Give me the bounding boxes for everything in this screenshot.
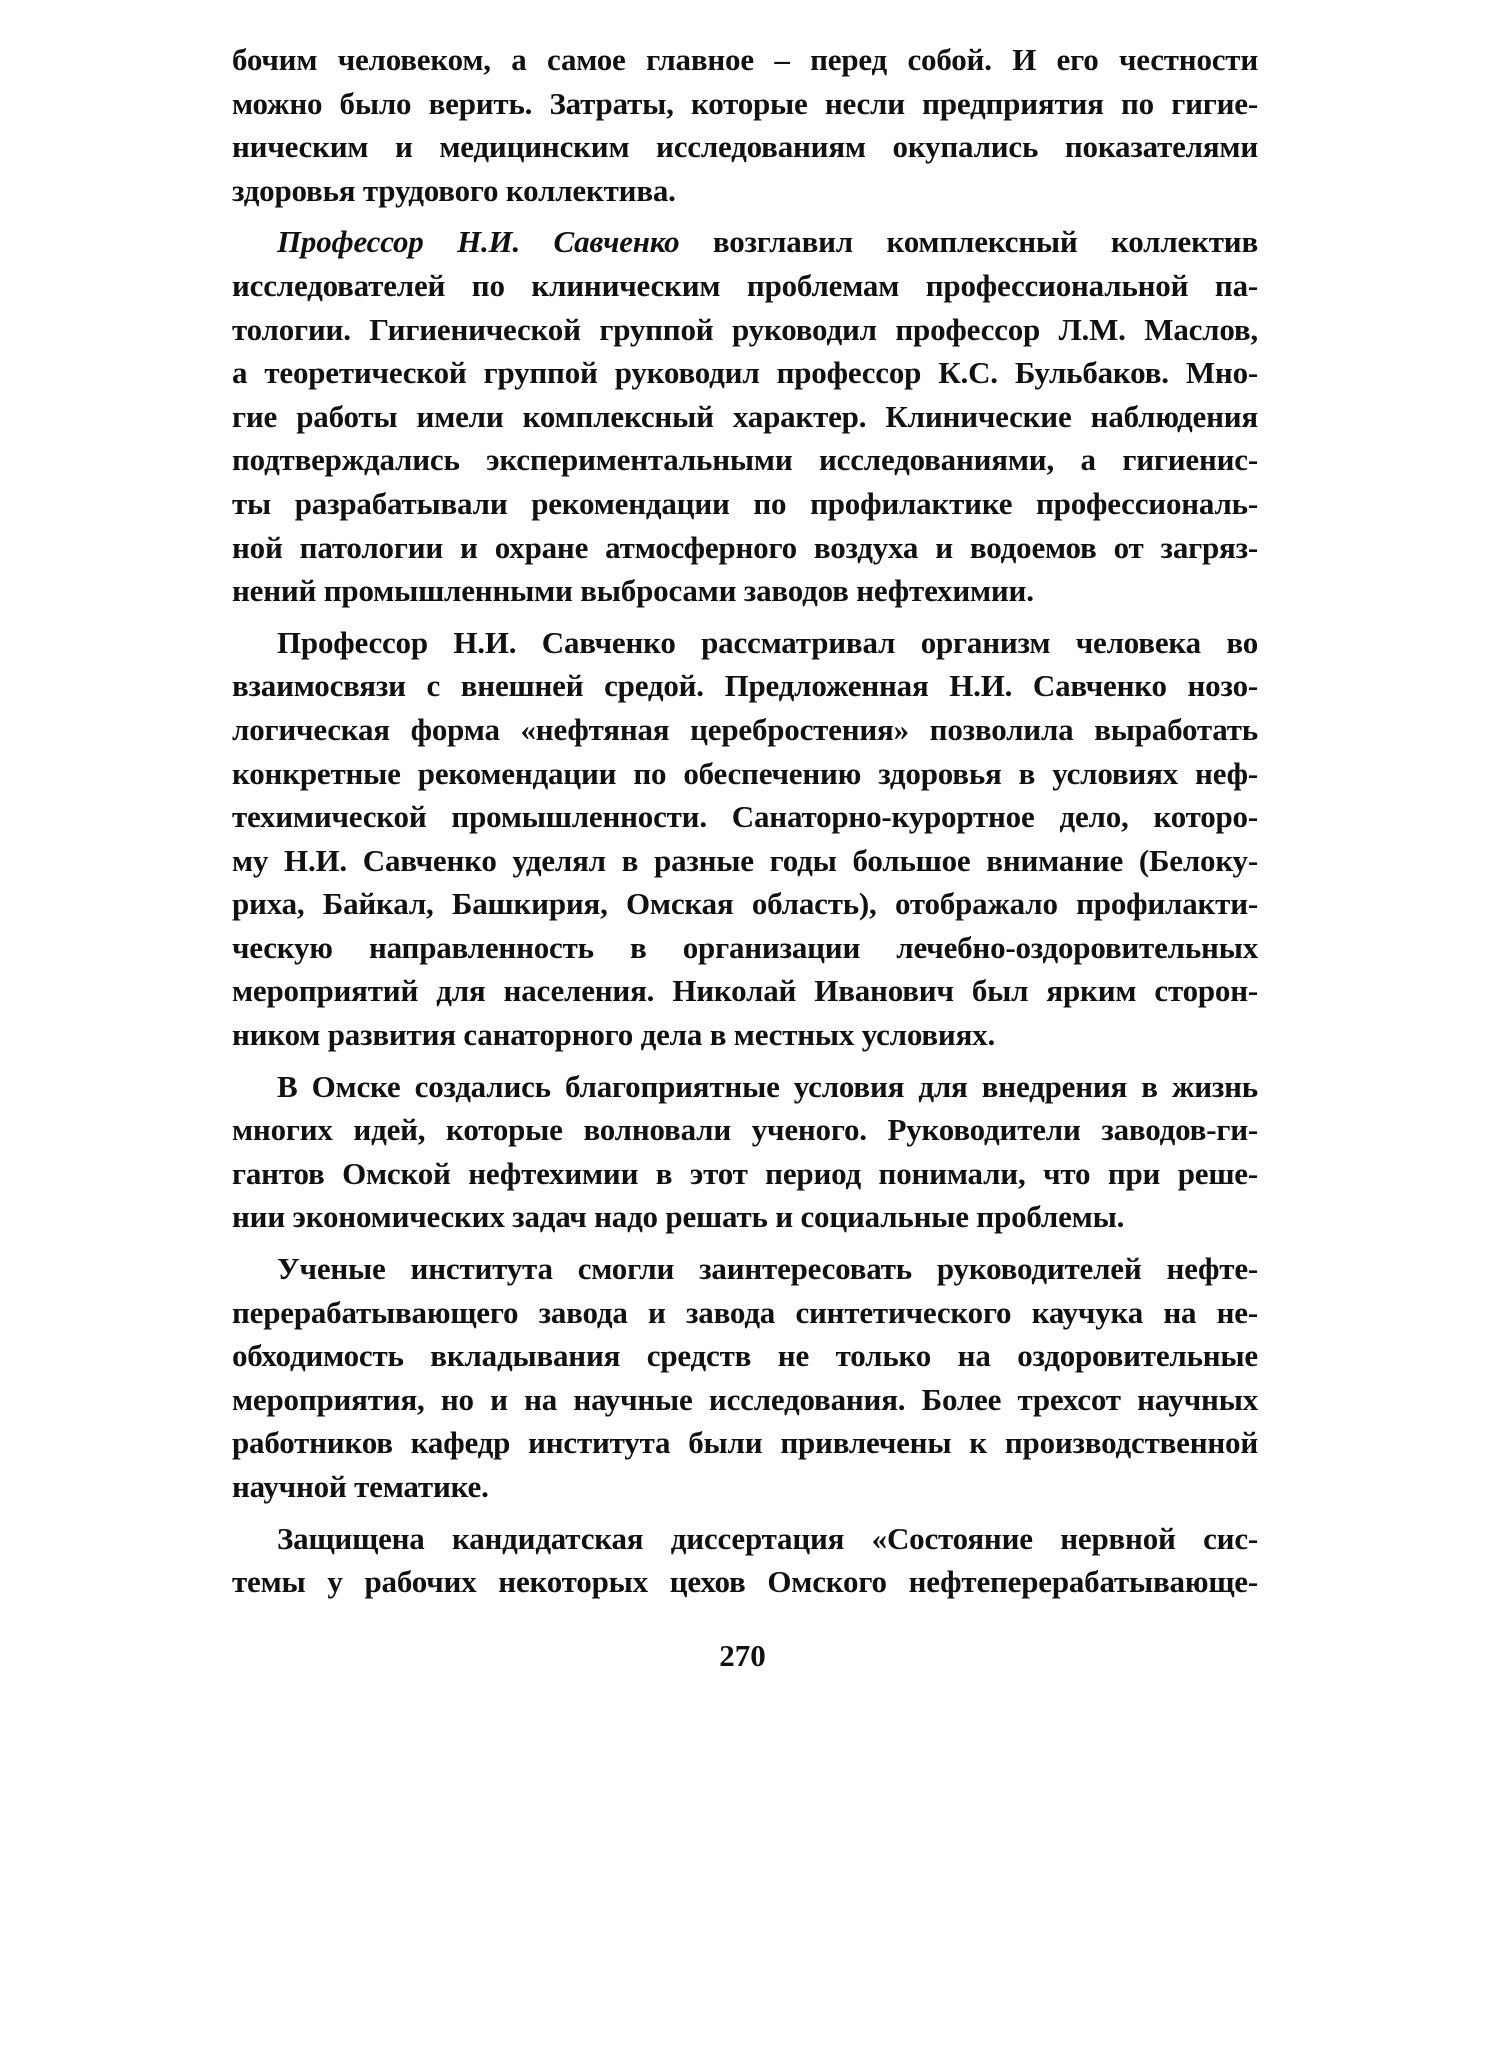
text-line: темы у рабочих некоторых цехов Омского нефтеперерабатывающе- [232, 1564, 1258, 1600]
text-line: научной тематике. [232, 1469, 489, 1504]
text-line: тологии. Гигиенической группой руководил профессор Л.М. Маслов, [232, 311, 1258, 347]
text-line: взаимосвязи с внешней средой. Предложенная Н.И. Савченко нозо- [232, 668, 1258, 704]
text-line: ты разрабатывали рекомендации по профилактике профессиональ- [232, 485, 1258, 521]
text-line: ником развития санаторного дела в местных условиях. [232, 1017, 996, 1053]
text-line: Ученые института смогли заинтересовать руководителей нефте- [277, 1251, 1258, 1287]
paragraph [232, 621, 1258, 1057]
text-line: риха, Байкал, Башкирия, Омская область), отображало профилакти- [232, 886, 1258, 922]
text-line: перерабатывающего завода и завода синтетического каучука на не- [232, 1294, 1258, 1330]
page-number: 270 [719, 1638, 766, 1673]
paragraph [232, 220, 1258, 612]
text-line: ническим и медицинским исследованиям окупались показателями [232, 129, 1258, 165]
text-line: конкретные рекомендации по обеспечению здоровья в условиях неф- [232, 755, 1258, 791]
text-line: В Омске создались благоприятные условия для внедрения в жизнь [277, 1068, 1258, 1104]
text-line: Профессор Н.И. Савченко возглавил комплексный коллектив [277, 224, 1258, 260]
text-line: можно было верить. Затраты, которые несли предприятия по гигие- [232, 85, 1258, 121]
emphasized-name: Профессор Н.И. Савченко [277, 224, 680, 260]
text-line: ной патологии и охране атмосферного воздуха и водоемов от загряз- [232, 529, 1258, 565]
paragraph [232, 1065, 1258, 1239]
text-line: ческую направленность в организации лечебно-оздоровительных [232, 929, 1258, 965]
paragraph [232, 1517, 1258, 1604]
text-line: нии экономических задач надо решать и социальные проблемы. [232, 1199, 1125, 1235]
text-line: мероприятия, но и на научные исследования. Более трехсот научных [232, 1381, 1258, 1417]
paragraph [232, 38, 1258, 212]
text-line: здоровья трудового коллектива. [232, 172, 676, 208]
text-line: гантов Омской нефтехимии в этот период понимали, что при реше- [232, 1155, 1258, 1191]
text-line: а теоретической группой руководил профессор К.С. Бульбаков. Мно- [232, 355, 1258, 391]
text-line: работников кафедр института были привлечены к производственной [232, 1425, 1258, 1461]
text-line: логическая форма «нефтяная церебростения» позволила выработать [232, 711, 1258, 747]
text-line: исследователей по клиническим проблемам профессиональной па- [232, 267, 1258, 303]
text-line: подтверждались экспериментальными исследованиями, а гигиенис- [232, 442, 1258, 478]
text-line: Защищена кандидатская диссертация «Состояние нервной сис- [277, 1520, 1258, 1556]
paragraph [232, 1247, 1258, 1509]
text-line: техимической промышленности. Санаторно-курортное дело, которо- [232, 799, 1258, 835]
text-line: бочим человеком, а самое главное – перед собой. И его честности [232, 42, 1258, 77]
text-line: обходимость вкладывания средств не только на оздоровительные [232, 1338, 1258, 1374]
body-text [232, 38, 1258, 1604]
text-line: му Н.И. Савченко уделял в разные годы большое внимание (Белоку- [232, 842, 1258, 878]
text-line: Профессор Н.И. Савченко рассматривал организм человека во [277, 624, 1258, 660]
text-line: многих идей, которые волновали ученого. Руководители заводов-ги- [232, 1112, 1258, 1148]
text-line: гие работы имели комплексный характер. Клинические наблюдения [232, 398, 1258, 434]
text-line: мероприятий для населения. Николай Иванович был ярким сторон- [232, 973, 1258, 1009]
text-line: нений промышленными выбросами заводов нефтехимии. [232, 573, 1034, 609]
